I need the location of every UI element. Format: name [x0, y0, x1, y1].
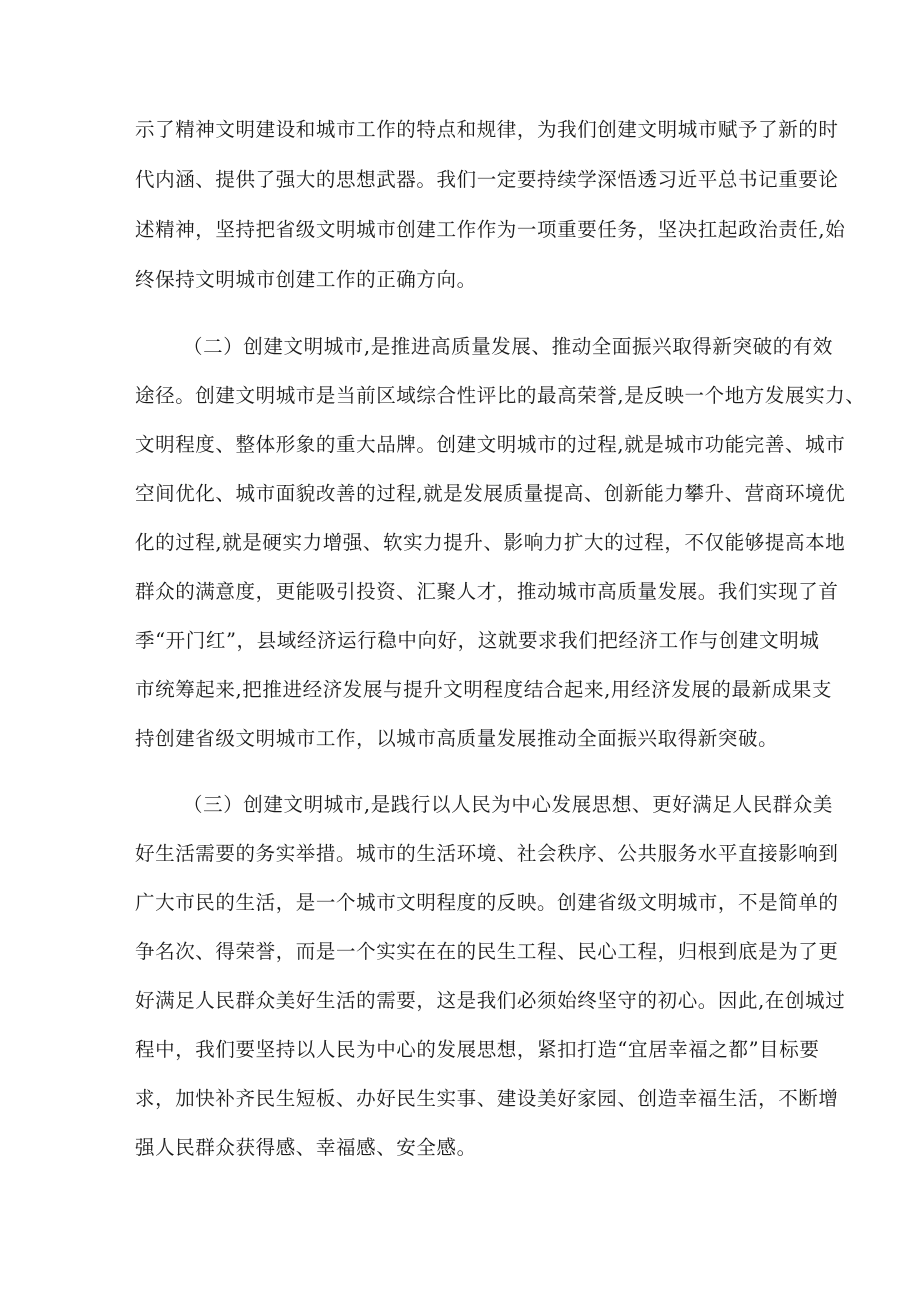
text-line: 述精神，坚持把省级文明城市创建工作作为一项重要任务，坚决扛起政治责任,始: [135, 218, 846, 241]
text-line: 示了精神文明建设和城市工作的特点和规律，为我们创建文明城市赋予了新的时: [135, 118, 839, 141]
text-line: 广大市民的生活，是一个城市文明程度的反映。创建省级文明城市，不是简单的: [135, 891, 839, 914]
text-line: 文明程度、整体形象的重大品牌。创建文明城市的过程,就是城市功能完善、城市: [135, 433, 846, 456]
text-line: 求，加快补齐民生短板、办好民生实事、建设美好家园、创造幸福生活，不断增: [135, 1087, 839, 1110]
text-line: 强人民群众获得感、幸福感、安全感。: [135, 1136, 477, 1159]
text-line: 群众的满意度，更能吸引投资、汇聚人才，推动城市高质量发展。我们实现了首: [135, 580, 839, 603]
text-line: 化的过程,就是硬实力增强、软实力提升、影响力扩大的过程，不仅能够提高本地: [135, 531, 846, 554]
text-line: 持创建省级文明城市工作，以城市高质量发展推动全面振兴取得新突破。: [135, 727, 779, 750]
text-line: （三）创建文明城市,是践行以人民为中心发展思想、更好满足人民群众美: [183, 793, 833, 816]
text-line: 好满足人民群众美好生活的需要，这是我们必须始终坚守的初心。因此,在创城过: [135, 989, 846, 1012]
text-line: 市统筹起来,把推进经济发展与提升文明程度结合起来,用经济发展的最新成果支: [135, 678, 832, 701]
text-line: 空间优化、城市面貌改善的过程,就是发展质量提高、创新能力攀升、营商环境优: [135, 482, 846, 505]
text-line: 争名次、得荣誉，而是一个实实在在的民生工程、民心工程，归根到底是为了更: [135, 940, 839, 963]
text-line: 代内涵、提供了强大的思想武器。我们一定要持续学深悟透习近平总书记重要论: [135, 168, 839, 191]
text-line: 程中，我们要坚持以人民为中心的发展思想，紧扣打造“宜居幸福之都”目标要: [135, 1038, 820, 1061]
text-line: 途径。创建文明城市是当前区域综合性评比的最高荣誉,是反映一个地方发展实力、: [135, 384, 866, 407]
text-line: （二）创建文明城市,是推进高质量发展、推动全面振兴取得新突破的有效: [183, 335, 833, 358]
text-line: 终保持文明城市创建工作的正确方向。: [135, 268, 477, 291]
text-line: 好生活需要的务实举措。城市的生活环境、社会秩序、公共服务水平直接影响到: [135, 842, 839, 865]
text-line: 季“开门红”，县域经济运行稳中向好，这就要求我们把经济工作与创建文明城: [135, 629, 820, 652]
